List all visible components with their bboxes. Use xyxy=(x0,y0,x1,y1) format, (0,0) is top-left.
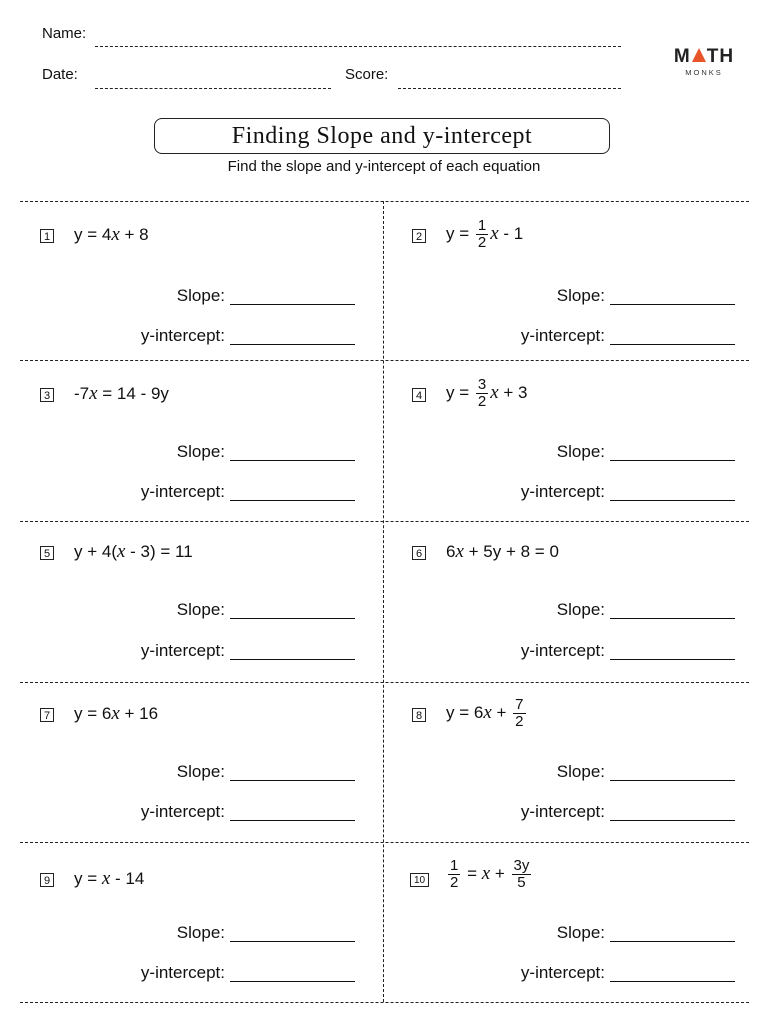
slope-answer-field[interactable] xyxy=(230,941,355,942)
logo-letter-m: M xyxy=(673,46,691,67)
intercept-answer-field[interactable] xyxy=(610,981,735,982)
grid-line xyxy=(20,1002,749,1003)
equation: y = 6x + $\frac{7}{2}$ xyxy=(446,696,524,730)
grid-divider xyxy=(383,201,384,1002)
intercept-answer-field[interactable] xyxy=(610,344,735,345)
slope-label: Slope: xyxy=(556,286,605,305)
slope-answer-field[interactable] xyxy=(610,304,735,305)
equation: 6x + 5y + 8 = 0 xyxy=(446,541,559,562)
problem-number: 5 xyxy=(40,546,54,560)
date-label: Date: xyxy=(42,66,78,83)
logo-letters-th: TH xyxy=(706,46,735,67)
problem-number: 9 xyxy=(40,873,54,887)
slope-label: Slope: xyxy=(176,600,225,619)
intercept-label: y-intercept: xyxy=(140,482,225,501)
name-field[interactable] xyxy=(95,46,621,47)
logo-subtext: MONKS xyxy=(685,68,723,77)
slope-label: Slope: xyxy=(556,442,605,461)
grid-line xyxy=(20,682,749,683)
slope-answer-field[interactable] xyxy=(230,618,355,619)
score-label: Score: xyxy=(345,66,389,83)
intercept-answer-field[interactable] xyxy=(610,659,735,660)
intercept-label: y-intercept: xyxy=(520,482,605,501)
equation: -7x = 14 - 9y xyxy=(74,383,169,404)
worksheet-title: Finding Slope and y-intercept xyxy=(154,118,610,154)
intercept-label: y-intercept: xyxy=(140,802,225,821)
worksheet-instructions: Find the slope and y-intercept of each equation xyxy=(227,158,541,175)
grid-line xyxy=(20,842,749,843)
equation: y + 4(x - 3) = 11 xyxy=(74,541,193,562)
slope-label: Slope: xyxy=(556,762,605,781)
problem-number: 3 xyxy=(40,388,54,402)
problem-number: 10 xyxy=(410,873,429,887)
name-label: Name: xyxy=(42,25,87,42)
equation: y = $\frac{3}{2}$ x + 3 xyxy=(446,376,528,410)
intercept-answer-field[interactable] xyxy=(230,981,355,982)
slope-answer-field[interactable] xyxy=(610,460,735,461)
equation: y = 6x + 16 xyxy=(74,703,159,724)
equation: y = x - 14 xyxy=(74,868,145,889)
intercept-answer-field[interactable] xyxy=(230,820,355,821)
intercept-answer-field[interactable] xyxy=(610,500,735,501)
slope-answer-field[interactable] xyxy=(610,780,735,781)
slope-answer-field[interactable] xyxy=(230,460,355,461)
intercept-label: y-intercept: xyxy=(520,963,605,982)
grid-line xyxy=(20,360,749,361)
intercept-label: y-intercept: xyxy=(140,641,225,660)
problem-number: 8 xyxy=(412,708,426,722)
equation: $\frac{1}{2}$ = x + $\frac{3y}{5}$ xyxy=(450,857,530,891)
problem-number: 4 xyxy=(412,388,426,402)
intercept-answer-field[interactable] xyxy=(230,500,355,501)
intercept-label: y-intercept: xyxy=(520,802,605,821)
slope-label: Slope: xyxy=(176,442,225,461)
intercept-answer-field[interactable] xyxy=(230,344,355,345)
slope-label: Slope: xyxy=(556,923,605,942)
slope-label: Slope: xyxy=(176,762,225,781)
intercept-answer-field[interactable] xyxy=(610,820,735,821)
problem-number: 6 xyxy=(412,546,426,560)
slope-label: Slope: xyxy=(176,286,225,305)
slope-answer-field[interactable] xyxy=(230,780,355,781)
grid-line xyxy=(20,521,749,522)
score-field[interactable] xyxy=(398,88,621,89)
problem-number: 2 xyxy=(412,229,426,243)
date-field[interactable] xyxy=(95,88,331,89)
intercept-label: y-intercept: xyxy=(140,963,225,982)
intercept-label: y-intercept: xyxy=(520,641,605,660)
slope-label: Slope: xyxy=(556,600,605,619)
equation: y = 4x + 8 xyxy=(74,224,149,245)
intercept-label: y-intercept: xyxy=(140,326,225,345)
slope-answer-field[interactable] xyxy=(610,618,735,619)
intercept-label: y-intercept: xyxy=(520,326,605,345)
intercept-answer-field[interactable] xyxy=(230,659,355,660)
slope-answer-field[interactable] xyxy=(230,304,355,305)
equation: y = $\frac{1}{2}$ x - 1 xyxy=(446,217,524,251)
slope-answer-field[interactable] xyxy=(610,941,735,942)
problem-number: 7 xyxy=(40,708,54,722)
grid-line xyxy=(20,201,749,202)
problem-number: 1 xyxy=(40,229,54,243)
math-monks-logo xyxy=(672,47,736,77)
logo-triangle-icon xyxy=(692,48,706,62)
slope-label: Slope: xyxy=(176,923,225,942)
